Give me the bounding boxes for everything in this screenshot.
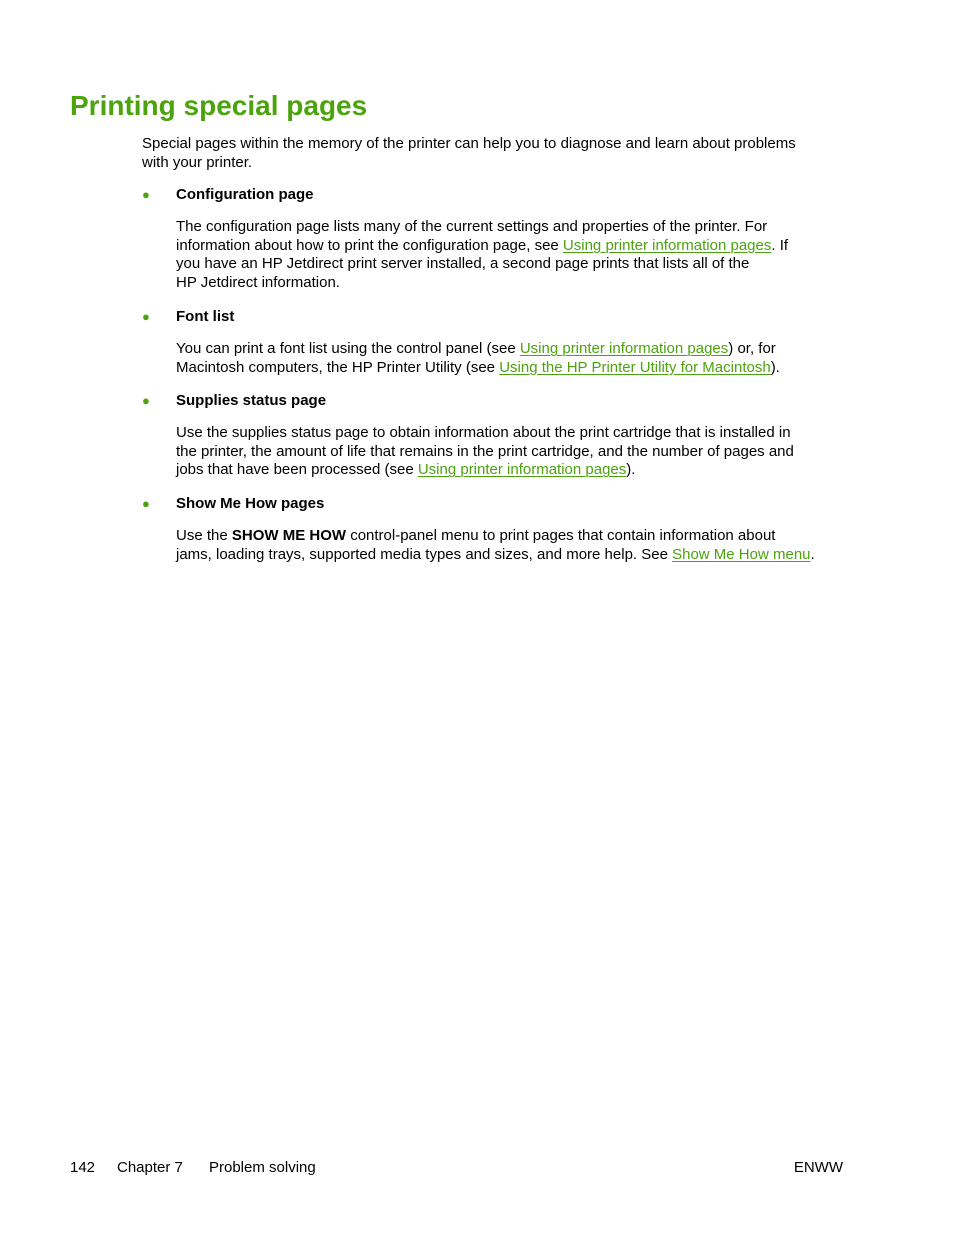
body-line	[176, 359, 846, 378]
intro-paragraph	[142, 134, 842, 172]
link-using-printer-information-pages[interactable]: Using printer information pages	[519, 340, 729, 357]
body-line: you have an HP Jetdirect print server installed, a second page prints that lists all of the	[176, 255, 750, 273]
body-text: You can print a font list using the control panel (see	[176, 340, 520, 357]
link-show-me-how-menu[interactable]: Show Me How menu	[672, 545, 811, 563]
body-text: . If	[771, 236, 789, 254]
link-using-printer-information-pages[interactable]: Using printer information pages	[417, 461, 627, 479]
item-body-show-me-how-pages	[176, 527, 846, 564]
item-body-supplies-status-page	[176, 424, 846, 480]
footer-code: ENWW	[793, 1159, 843, 1176]
body-text: jams, loading trays, supported media types and sizes, and more help. See	[176, 545, 673, 563]
body-line: the printer, the amount of life that remains in the print cartridge, and the number of pages and	[176, 442, 794, 460]
bullet-icon: ●	[142, 187, 150, 202]
footer-page-number: 142	[70, 1159, 96, 1176]
footer-chapter: Chapter 7	[117, 1159, 183, 1176]
footer-section: Problem solving	[209, 1159, 316, 1176]
body-text: ) or, for	[728, 340, 776, 357]
body-text: ).	[770, 358, 780, 376]
body-line: HP Jetdirect information.	[176, 273, 340, 291]
item-heading-font-list: Font list	[176, 308, 235, 325]
body-line: Use the supplies status page to obtain information about the print cartridge that is installed in	[176, 424, 791, 441]
menu-name-show-me-how: SHOW ME HOW	[231, 527, 347, 544]
body-line	[176, 546, 846, 565]
item-body-font-list	[176, 340, 846, 377]
item-heading-supplies-status-page: Supplies status page	[176, 392, 327, 409]
body-line: The configuration page lists many of the current settings and properties of the printer. For	[176, 218, 768, 235]
link-hp-printer-utility-for-macintosh[interactable]: Using the HP Printer Utility for Macintosh	[499, 358, 771, 376]
page-title: Printing special pages	[70, 90, 368, 121]
body-text: jobs that have been processed (see	[176, 461, 418, 479]
body-line	[176, 237, 846, 256]
body-text: ).	[626, 461, 636, 479]
body-line	[176, 461, 846, 480]
body-text: .	[810, 545, 815, 563]
intro-line: Special pages within the memory of the printer can help you to diagnose and learn about problems	[142, 135, 796, 152]
bullet-icon: ●	[142, 393, 150, 408]
body-line	[176, 527, 846, 546]
bullet-icon: ●	[142, 309, 150, 324]
intro-line: with your printer.	[142, 154, 253, 171]
body-text: Use the	[176, 527, 232, 544]
link-using-printer-information-pages[interactable]: Using printer information pages	[562, 236, 772, 254]
body-text: control-panel menu to print pages that contain information about	[346, 527, 776, 544]
item-heading-configuration-page: Configuration page	[176, 186, 314, 203]
body-line	[176, 340, 846, 359]
body-text: Macintosh computers, the HP Printer Utility (see	[176, 358, 500, 376]
body-text: information about how to print the configuration page, see	[176, 236, 563, 254]
page-footer	[0, 1158, 954, 1178]
item-heading-show-me-how-pages: Show Me How pages	[176, 495, 325, 512]
bullet-icon: ●	[142, 496, 150, 511]
item-body-configuration-page	[176, 218, 846, 292]
